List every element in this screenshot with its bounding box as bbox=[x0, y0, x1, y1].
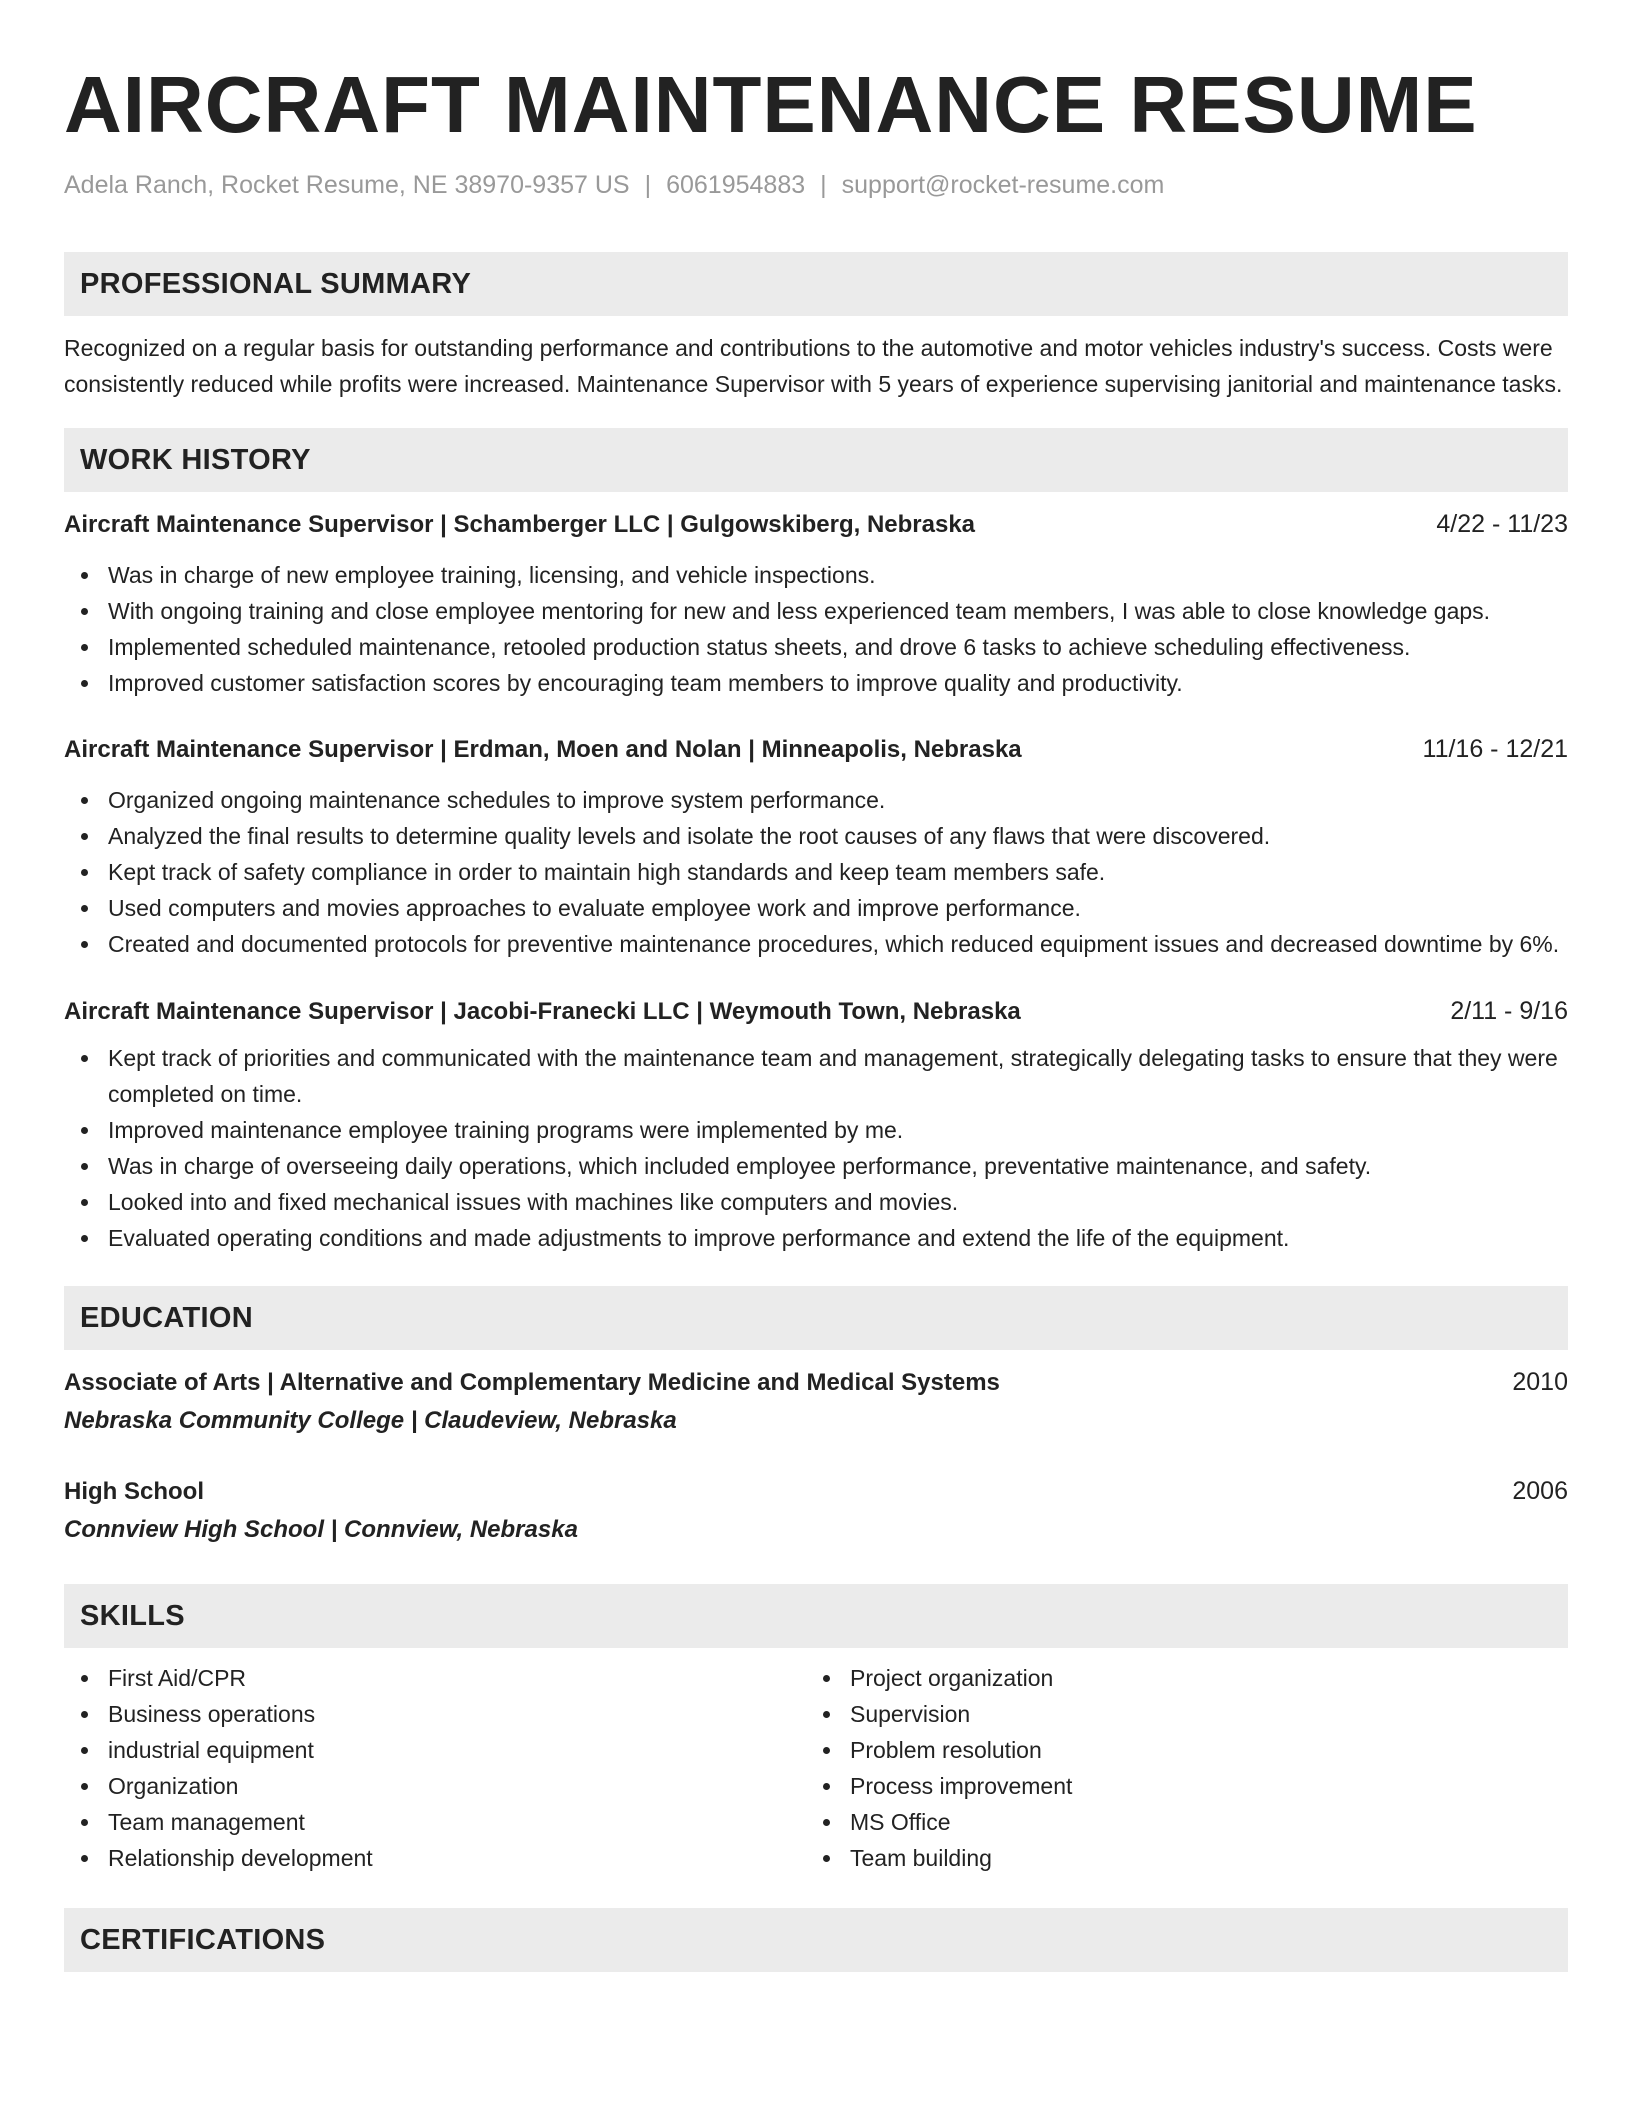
list-item: Organized ongoing maintenance schedules to improve system performance. bbox=[64, 782, 1568, 818]
skills-section bbox=[64, 1584, 1568, 1876]
list-item: Looked into and fixed mechanical issues with machines like computers and movies. bbox=[64, 1184, 1568, 1220]
contact-phone: 6061954883 bbox=[666, 171, 806, 199]
list-item: Evaluated operating conditions and made adjustments to improve performance and extend the life of the equipment. bbox=[64, 1220, 1568, 1256]
job-entry bbox=[64, 993, 1568, 1256]
list-item: Problem resolution bbox=[806, 1732, 1548, 1768]
list-item: Implemented scheduled maintenance, retooled production status sheets, and drove 6 tasks to achieve scheduling effectiveness. bbox=[64, 629, 1568, 665]
contact-email[interactable]: support@rocket-resume.com bbox=[841, 171, 1165, 199]
education-entry bbox=[64, 1364, 1568, 1439]
contact-separator: | bbox=[644, 171, 652, 199]
graduation-year: 2006 bbox=[1512, 1477, 1568, 1505]
job-entry bbox=[64, 731, 1568, 962]
section-heading-education: EDUCATION bbox=[64, 1286, 1568, 1350]
list-item: Relationship development bbox=[64, 1840, 806, 1876]
list-item: Supervision bbox=[806, 1696, 1548, 1732]
list-item: Kept track of priorities and communicated with the maintenance team and management, strategically delegating tasks to ensure that they were completed on time. bbox=[64, 1040, 1568, 1112]
contact-address: Adela Ranch, Rocket Resume, NE 38970-9357 US bbox=[64, 171, 630, 199]
skills-list-right bbox=[806, 1660, 1548, 1876]
skills-list-left bbox=[64, 1660, 806, 1876]
section-heading-summary: PROFESSIONAL SUMMARY bbox=[64, 252, 1568, 316]
contact-separator: | bbox=[820, 171, 827, 199]
list-item: Project organization bbox=[806, 1660, 1548, 1696]
job-title: Aircraft Maintenance Supervisor | Schamberger LLC | Gulgowskiberg, Nebraska bbox=[64, 511, 976, 538]
school-name: Nebraska Community College | Claudeview, Nebraska bbox=[64, 1407, 677, 1434]
section-heading-certifications: CERTIFICATIONS bbox=[64, 1908, 1568, 1972]
list-item: Process improvement bbox=[806, 1768, 1548, 1804]
job-bullets bbox=[64, 557, 1568, 701]
job-entry bbox=[64, 506, 1568, 701]
contact-line bbox=[64, 169, 1568, 201]
summary-section bbox=[64, 252, 1568, 402]
list-item: Was in charge of new employee training, licensing, and vehicle inspections. bbox=[64, 557, 1568, 593]
list-item: industrial equipment bbox=[64, 1732, 806, 1768]
list-item: Business operations bbox=[64, 1696, 806, 1732]
section-heading-skills: SKILLS bbox=[64, 1584, 1568, 1648]
certifications-section bbox=[64, 1908, 1568, 1972]
list-item: Kept track of safety compliance in order to maintain high standards and keep team members safe. bbox=[64, 854, 1568, 890]
list-item: MS Office bbox=[806, 1804, 1548, 1840]
school-name: Connview High School | Connview, Nebraska bbox=[64, 1516, 578, 1543]
summary-text: Recognized on a regular basis for outstanding performance and contributions to the automotive and motor vehicles industry's success. Costs were consistently reduced while profits were increased. Maintenance Supervisor with 5 years of experience supervising janitorial and maintenance tasks. bbox=[64, 335, 1563, 397]
job-dates: 11/16 - 12/21 bbox=[1422, 735, 1568, 763]
education-section bbox=[64, 1286, 1568, 1548]
list-item: Improved maintenance employee training programs were implemented by me. bbox=[64, 1112, 1568, 1148]
list-item: Team building bbox=[806, 1840, 1548, 1876]
education-entry bbox=[64, 1473, 1568, 1548]
resume-page bbox=[64, 0, 1568, 1972]
list-item: Created and documented protocols for preventive maintenance procedures, which reduced equipment issues and decreased downtime by 6%. bbox=[64, 926, 1568, 962]
list-item: Organization bbox=[64, 1768, 806, 1804]
list-item: Team management bbox=[64, 1804, 806, 1840]
list-item: Improved customer satisfaction scores by encouraging team members to improve quality and productivity. bbox=[64, 665, 1568, 701]
list-item: Analyzed the final results to determine quality levels and isolate the root causes of any flaws that were discovered. bbox=[64, 818, 1568, 854]
list-item: Used computers and movies approaches to evaluate employee work and improve performance. bbox=[64, 890, 1568, 926]
job-title: Aircraft Maintenance Supervisor | Erdman, Moen and Nolan | Minneapolis, Nebraska bbox=[64, 736, 1022, 763]
job-title: Aircraft Maintenance Supervisor | Jacobi-Franecki LLC | Weymouth Town, Nebraska bbox=[64, 998, 1021, 1025]
job-dates: 4/22 - 11/23 bbox=[1436, 510, 1568, 538]
skills-columns bbox=[64, 1660, 1568, 1876]
job-dates: 2/11 - 9/16 bbox=[1450, 997, 1568, 1025]
list-item: First Aid/CPR bbox=[64, 1660, 806, 1696]
job-bullets bbox=[64, 1040, 1568, 1256]
work-history-section bbox=[64, 428, 1568, 1256]
job-bullets bbox=[64, 782, 1568, 962]
resume-title: AIRCRAFT MAINTENANCE RESUME bbox=[64, 60, 1478, 149]
list-item: Was in charge of overseeing daily operations, which included employee performance, preventative maintenance, and safety. bbox=[64, 1148, 1568, 1184]
list-item: With ongoing training and close employee mentoring for new and less experienced team members, I was able to close knowledge gaps. bbox=[64, 593, 1568, 629]
section-heading-work-history: WORK HISTORY bbox=[64, 428, 1568, 492]
degree-title: High School bbox=[64, 1478, 204, 1505]
degree-title: Associate of Arts | Alternative and Complementary Medicine and Medical Systems bbox=[64, 1369, 1000, 1396]
graduation-year: 2010 bbox=[1512, 1368, 1568, 1396]
